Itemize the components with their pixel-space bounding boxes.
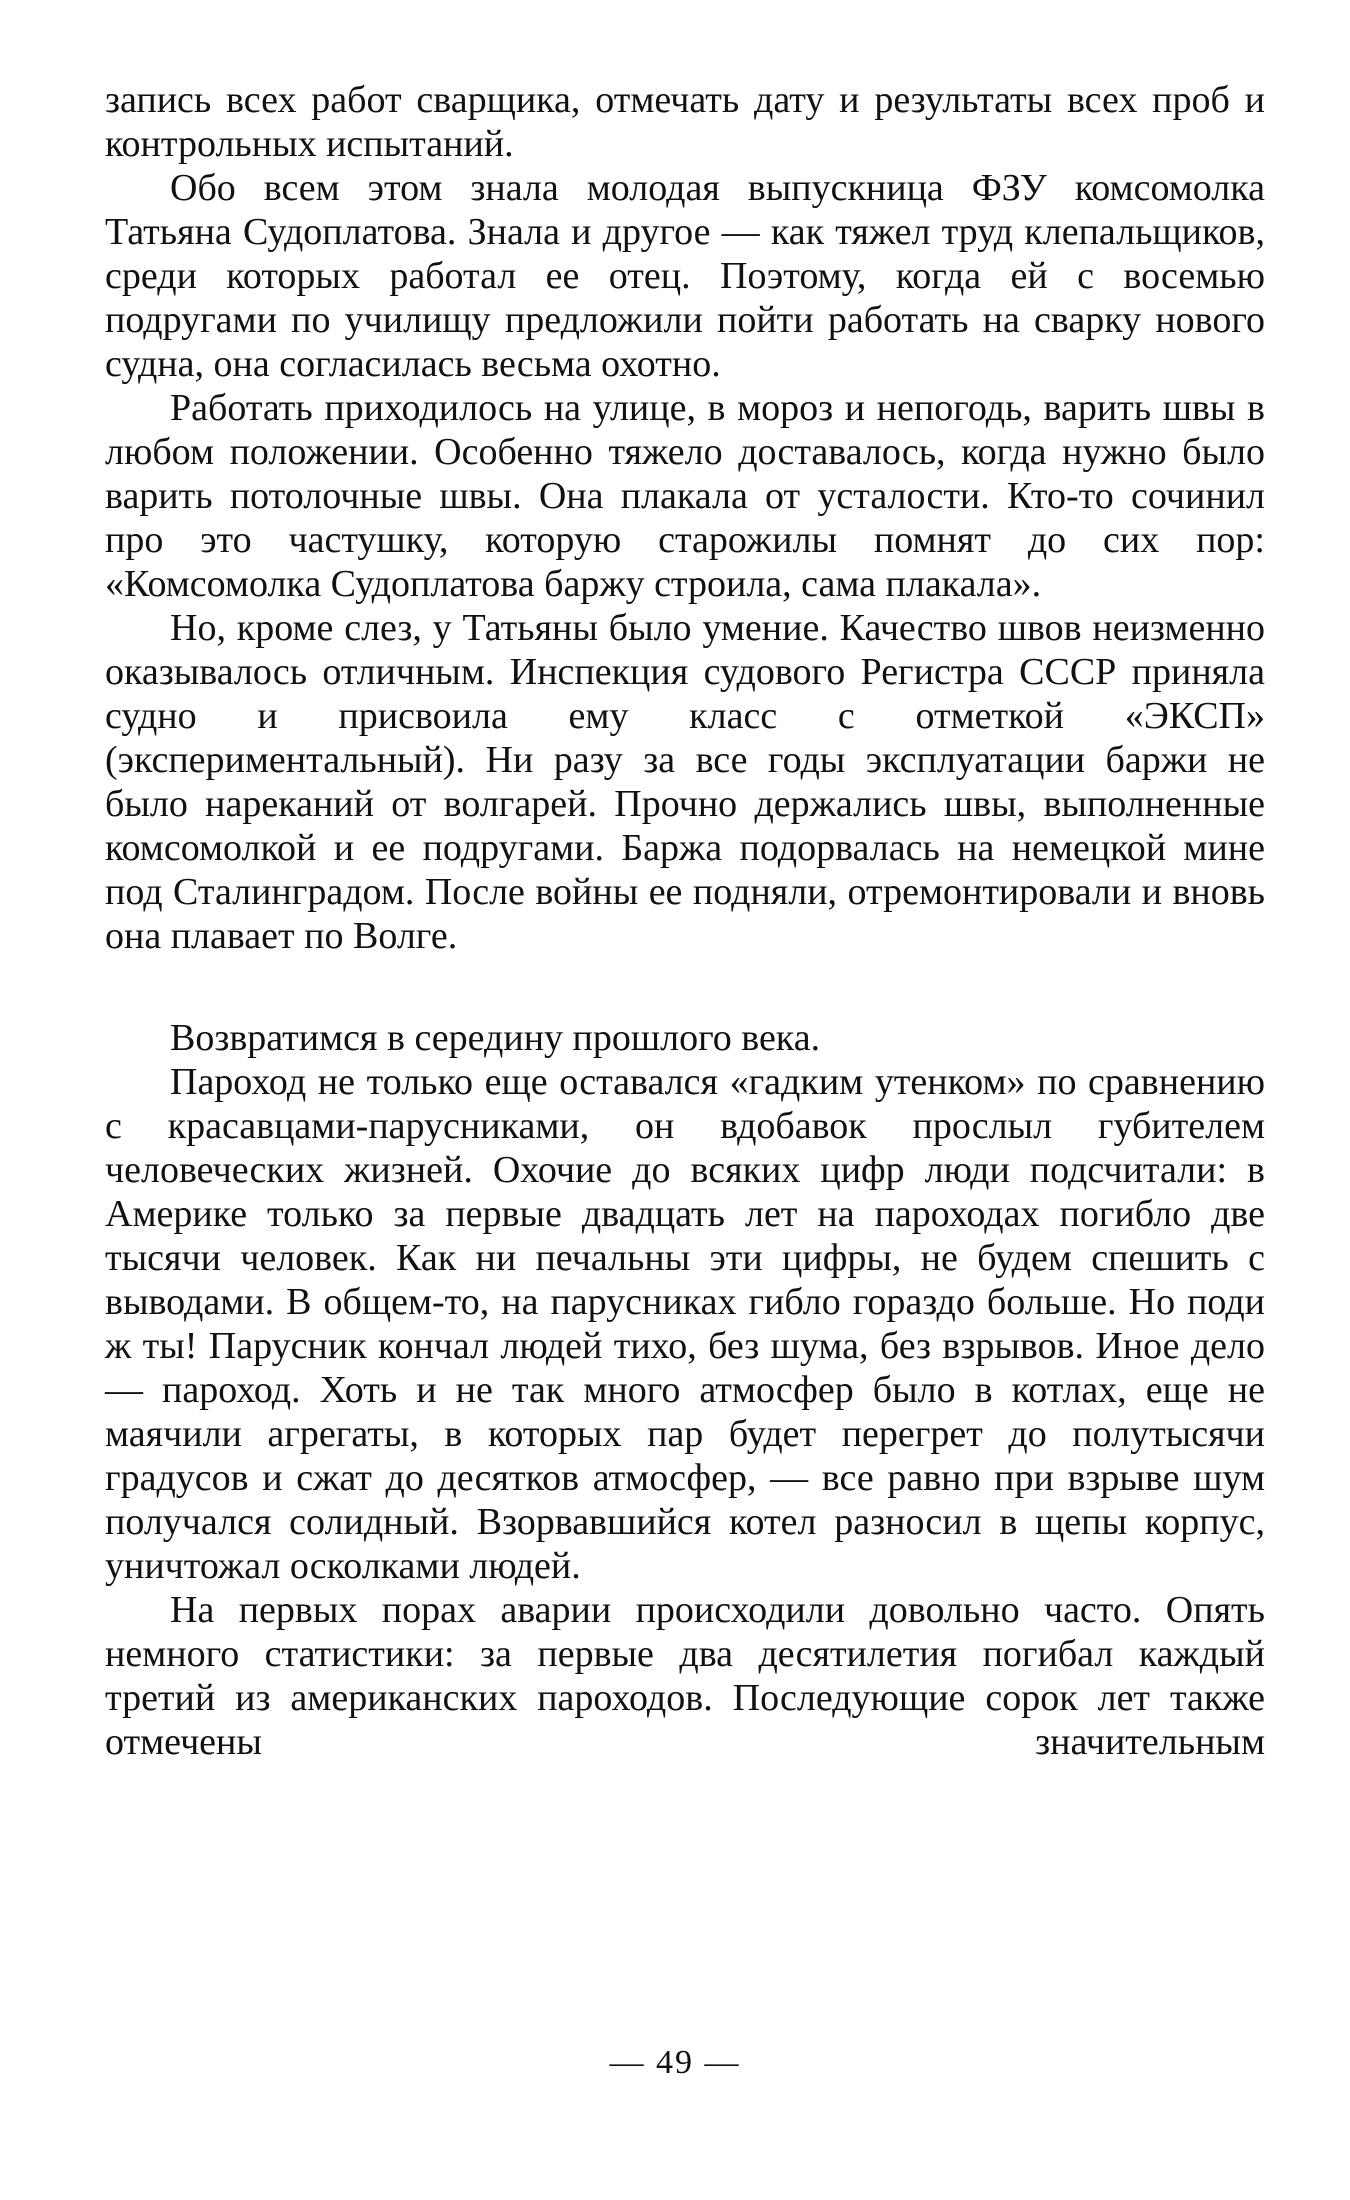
page-body: [105, 78, 1265, 1764]
paragraph-5: Возвратимся в середину прошлого века.: [170, 1017, 821, 1059]
paragraph-6: Пароход не только еще оставался «гадким утенком» по сравнению с красавцами-парусниками, он вдобавок прослыл губителем человеческих жизней. Охочие до всяких цифр люди подсчитали: в Америке только за первые двадцать лет на пароходах погибло две тысячи человек. Как ни печальны эти цифры, не будем спешить с выводами. В общем-то, на парусниках гибло гораздо больше. Но поди ж ты! Парусник кончал людей тихо, без шума, без взрывов. Иное дело — пароход. Хоть и не так много атмосфер было в котлах, еще не маячили агрегаты, в которых пар будет перегрет до полутысячи градусов и сжат до десятков атмосфер, — все равно при взрыве шум получался солидный. Взорвавшийся котел разносил в щепы корпус, уничтожал осколками людей.: [105, 1061, 1265, 1587]
section-gap: [105, 958, 1265, 1016]
paragraph-1: запись всех работ сварщика, отмечать дату и результаты всех проб и контрольных испытаний.: [105, 79, 1265, 165]
paragraph-7: На первых порах аварии происходили довольно часто. Опять немного статистики: за первые два десятилетия погибал каждый третий из американских пароходов. Последующие сорок лет также отмечены значительным: [105, 1589, 1265, 1763]
page-number: — 49 —: [609, 2044, 741, 2081]
paragraph-2: Обо всем этом знала молодая выпускница ФЗУ комсомолка Татьяна Судоплатова. Знала и другое — как тяжел труд клепальщиков, среди которых работал ее отец. Поэтому, когда ей с восемью подругами по училищу предложили пойти работать на сварку нового судна, она согласилась весьма охотно.: [105, 167, 1265, 385]
paragraph-3: Работать приходилось на улице, в мороз и непогодь, варить швы в любом положении. Особенно тяжело доставалось, когда нужно было варить потолочные швы. Она плакала от усталости. Кто-то сочинил про это частушку, которую старожилы помнят до сих пор: «Комсомолка Судоплатова баржу строила, сама плакала».: [105, 387, 1265, 605]
paragraph-4: Но, кроме слез, у Татьяны было умение. Качество швов неизменно оказывалось отличным. Инспекция судового Регистра СССР приняла судно и присвоила ему класс с отметкой «ЭКСП» (экспериментальный). Ни разу за все годы эксплуатации баржи не было нареканий от волгарей. Прочно держались швы, выполненные комсомолкой и ее подругами. Баржа подорвалась на немецкой мине под Сталинградом. После войны ее подняли, отремонтировали и вновь она плавает по Волге.: [105, 607, 1265, 957]
